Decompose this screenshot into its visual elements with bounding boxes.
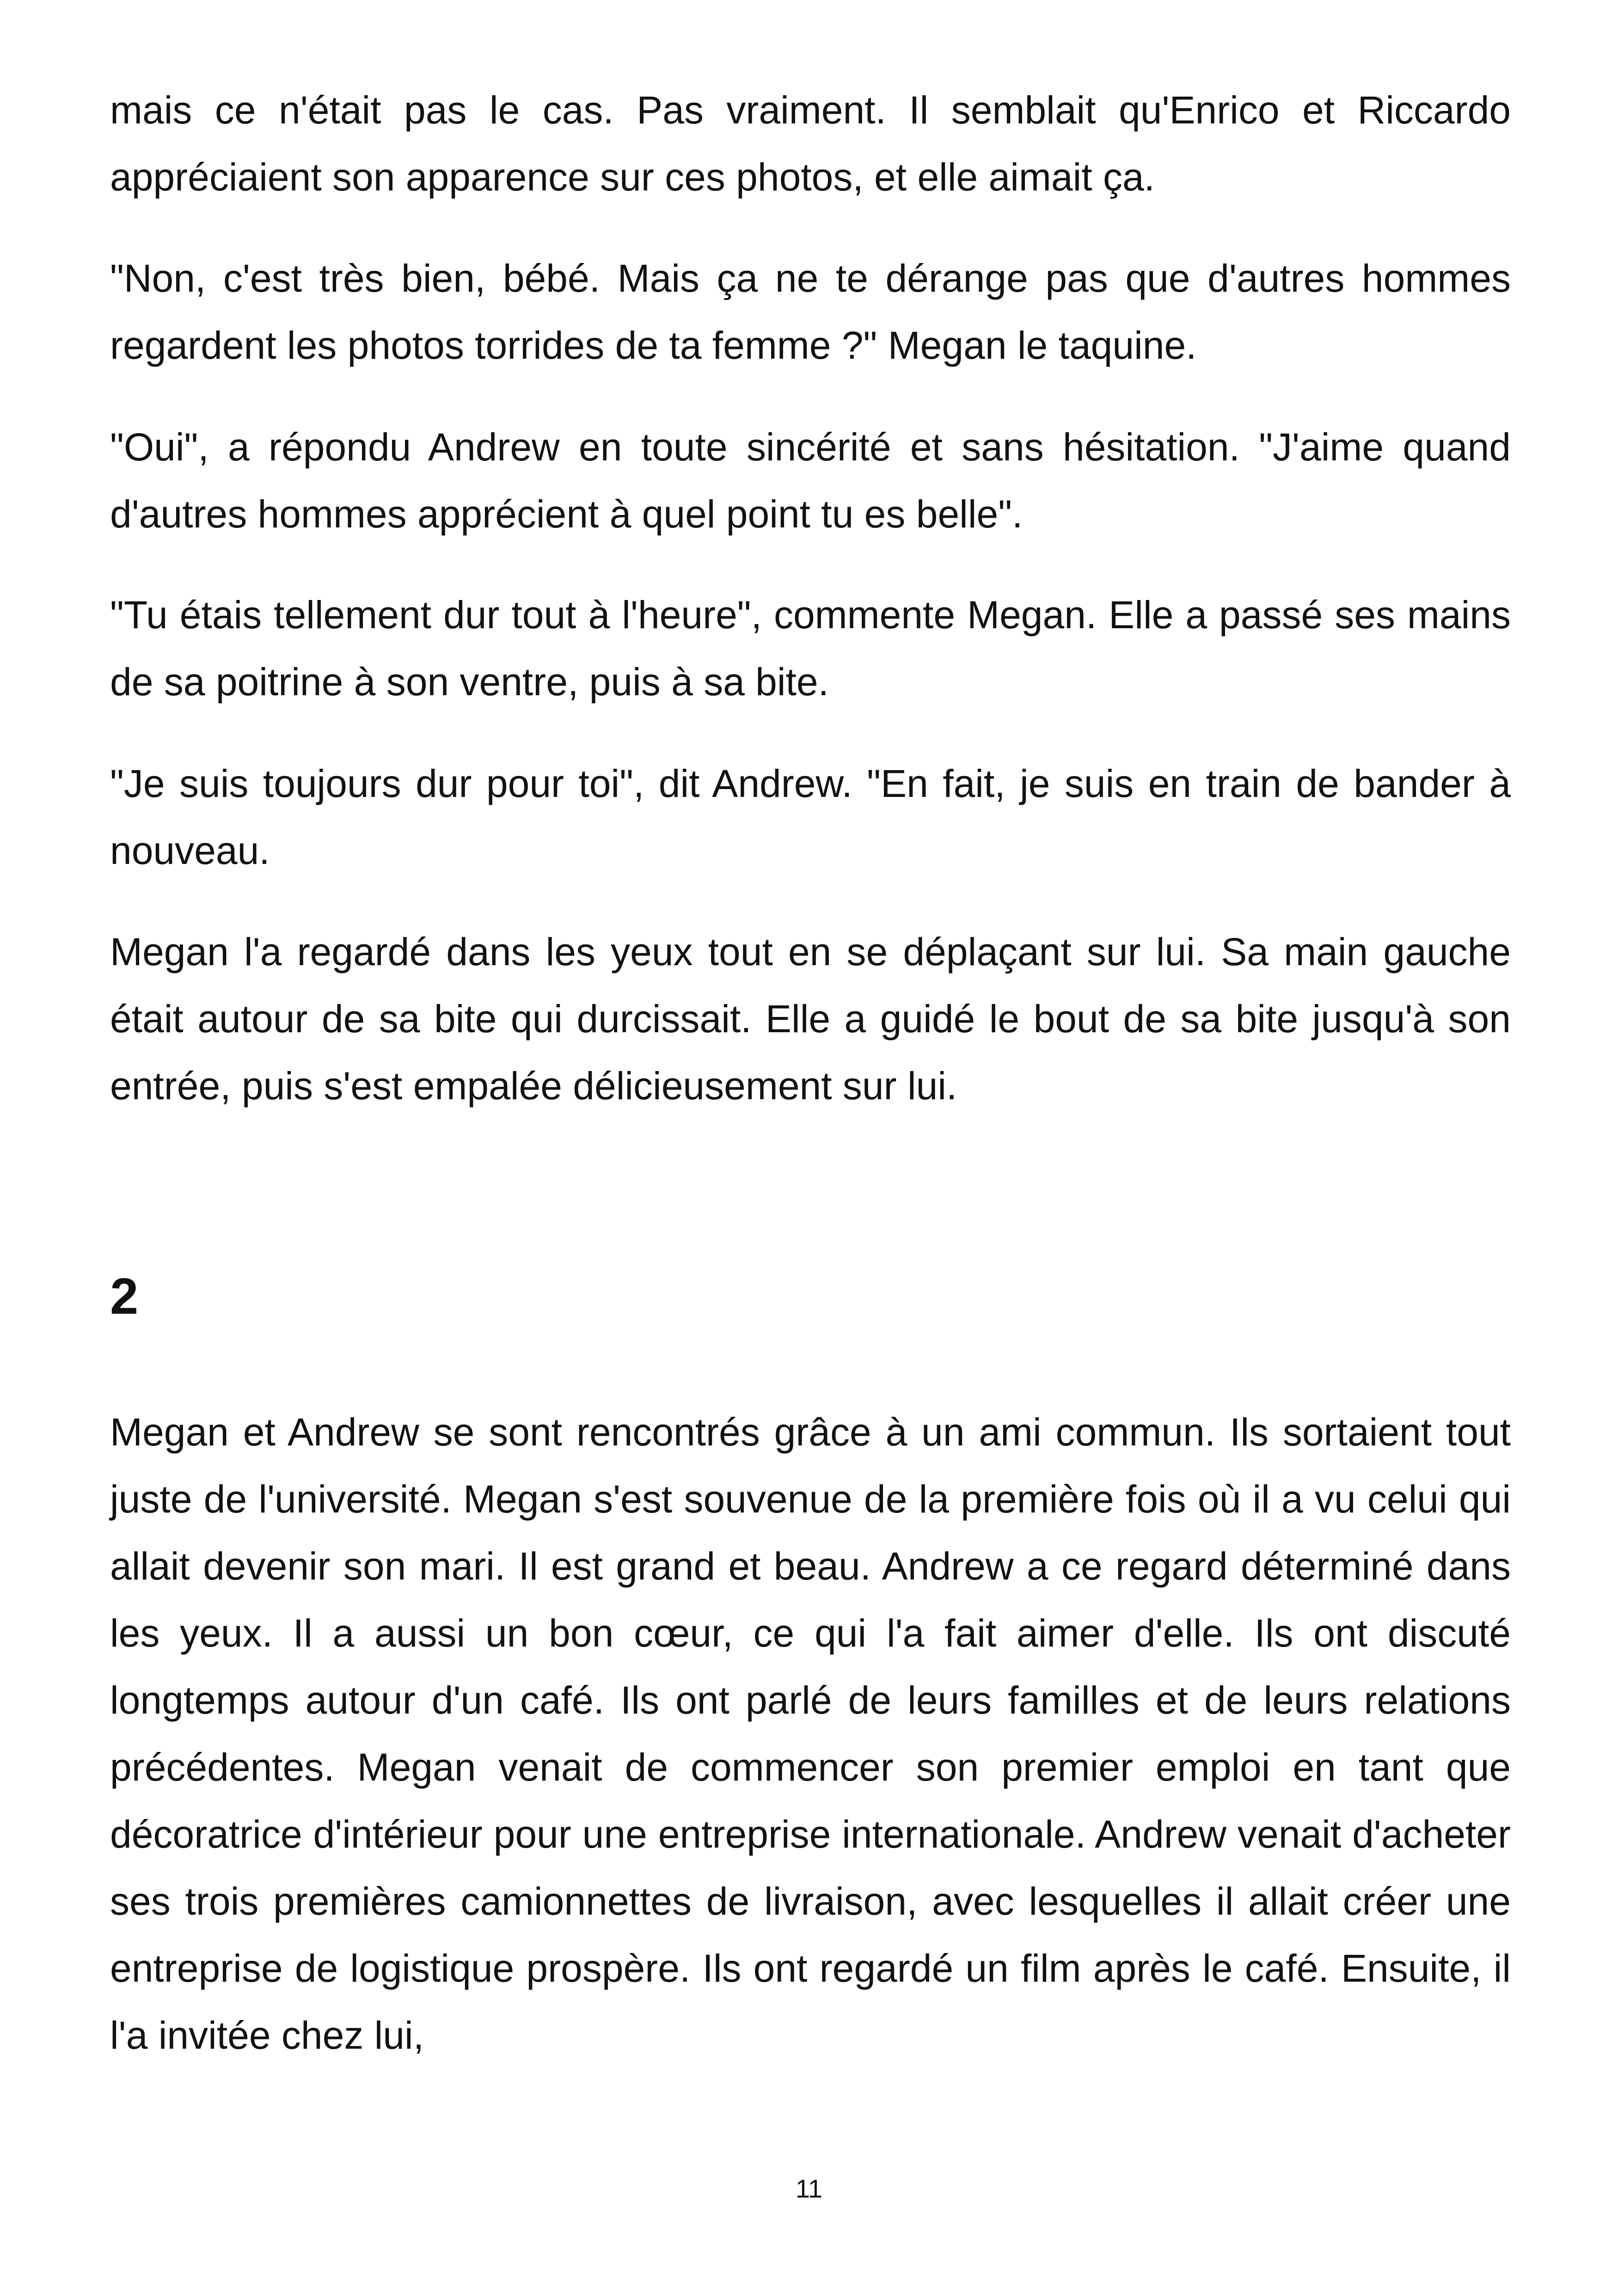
paragraph	[110, 77, 1511, 211]
page-number: 11	[795, 2174, 823, 2203]
paragraph	[110, 414, 1511, 548]
paragraph	[110, 918, 1511, 1120]
paragraph	[110, 582, 1511, 716]
paragraph-text: Megan l'a regardé dans les yeux tout en se déplaçant sur lui. Sa main gauche était autour de sa bite qui durcissait. Elle a guidé le bout de sa bite jusqu'à son entrée, puis s'est empalée délicieusement sur lui.	[110, 930, 1511, 1108]
chapter-heading: 2	[110, 1268, 139, 1325]
paragraph-text: "Non, c'est très bien, bébé. Mais ça ne te dérange pas que d'autres hommes regardent les photos torrides de ta femme ?" Megan le taquine.	[110, 257, 1511, 367]
paragraph	[110, 750, 1511, 884]
paragraph	[110, 1399, 1511, 2069]
paragraph-text: "Tu étais tellement dur tout à l'heure", commente Megan. Elle a passé ses mains de sa poitrine à son ventre, puis à sa bite.	[110, 593, 1511, 704]
paragraph-text: mais ce n'était pas le cas. Pas vraiment. Il semblait qu'Enrico et Riccardo appréciaient son apparence sur ces photos, et elle aimait ça.	[110, 88, 1511, 199]
paragraph-text: "Oui", a répondu Andrew en toute sincérité et sans hésitation. "J'aime quand d'autres hommes apprécient à quel point tu es belle".	[110, 425, 1511, 536]
paragraph	[110, 245, 1511, 379]
paragraph-text: "Je suis toujours dur pour toi", dit Andrew. "En fait, je suis en train de bander à nouveau.	[110, 762, 1511, 872]
paragraph-text: Megan et Andrew se sont rencontrés grâce à un ami commun. Ils sortaient tout juste de l'université. Megan s'est souvenue de la première fois où il a vu celui qui allait devenir son mari. Il est grand et beau. Andrew a ce regard déterminé dans les yeux. Il a aussi un bon cœur, ce qui l'a fait aimer d'elle. Ils ont discuté longtemps autour d'un café. Ils ont parlé de leurs familles et de leurs relations précédentes. Megan venait de commencer son premier emploi en tant que décoratrice d'intérieur pour une entreprise internationale. Andrew venait d'acheter ses trois premières camionnettes de livraison, avec lesquelles il allait créer une entreprise de logistique prospère. Ils ont regardé un film après le café. Ensuite, il l'a invitée chez lui,	[110, 1410, 1511, 2057]
